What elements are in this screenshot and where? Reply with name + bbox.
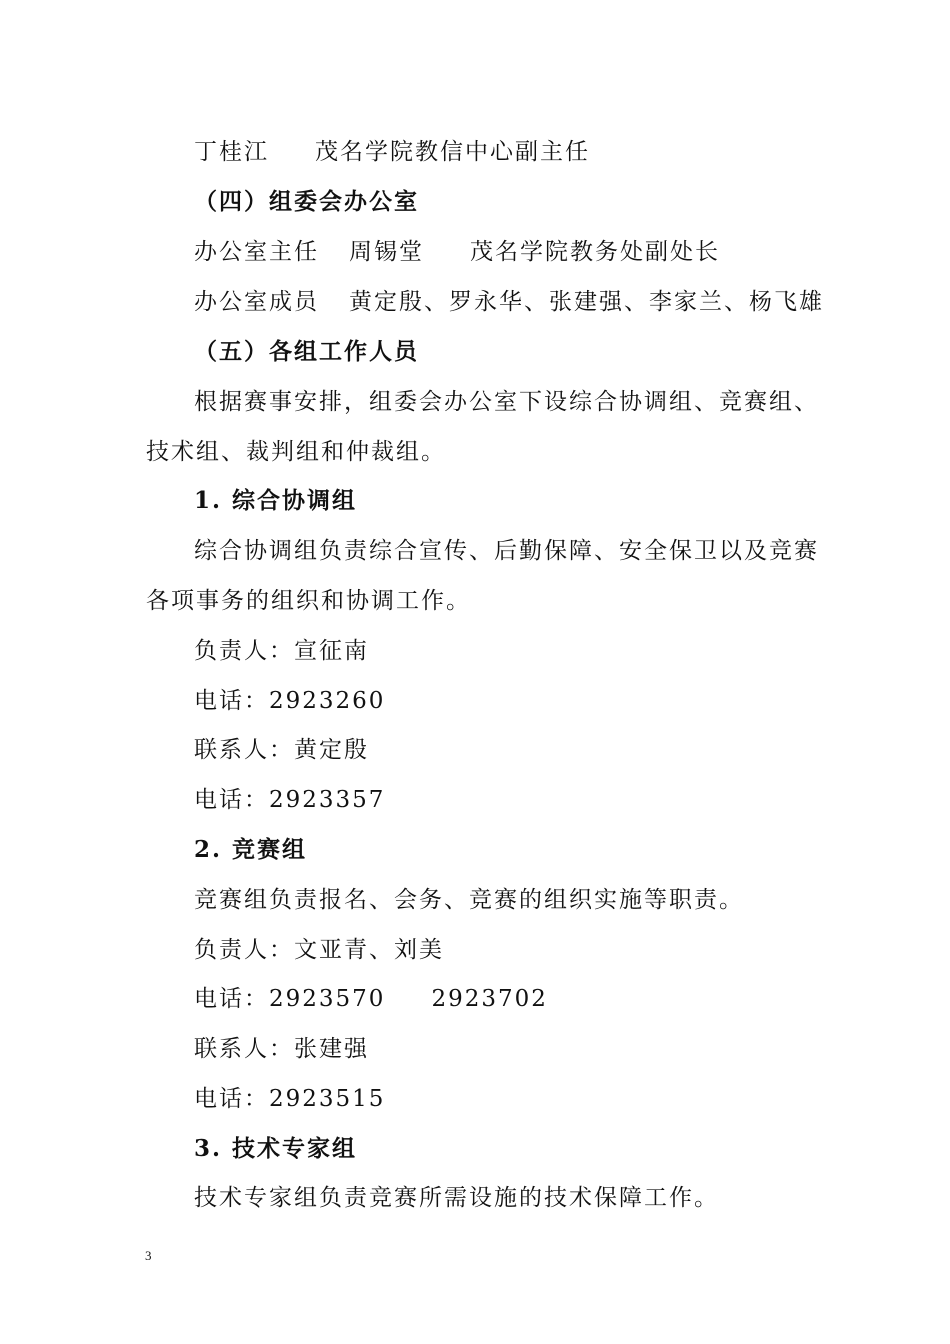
competition-phone-2: 2923702 [431, 986, 548, 1012]
office-director-line [194, 237, 826, 267]
section-heading-staff: （五）各组工作人员 [194, 338, 419, 365]
office-director-name: 周锡堂 [349, 239, 424, 265]
coordination-contact: 联系人：黄定殷 [194, 737, 369, 763]
coordination-leader-phone: 电话：2923260 [194, 688, 386, 714]
subheading-coordination-group: 1. 综合协调组 [194, 487, 358, 514]
page-number: 3 [145, 1248, 152, 1263]
paragraph-technical: 技术专家组负责竞赛所需设施的技术保障工作。 [194, 1185, 719, 1211]
competition-phone-1: 电话：2923570 [194, 986, 386, 1012]
competition-leader: 负责人：文亚青、刘美 [194, 937, 444, 963]
office-director-title: 办公室主任 [194, 239, 319, 265]
office-members-names: 黄定殷、罗永华、张建强、李家兰、杨飞雄 [349, 289, 824, 315]
member-name: 丁桂江 [194, 139, 269, 165]
subheading-technical-group: 3. 技术专家组 [194, 1135, 358, 1162]
paragraph-competition: 竞赛组负责报名、会务、竞赛的组织实施等职责。 [194, 887, 744, 913]
competition-contact-phone: 电话：2923515 [194, 1086, 386, 1112]
member-role: 茂名学院教信中心副主任 [315, 139, 590, 165]
member-line-dingguijiang [194, 137, 826, 167]
office-director-role: 茂名学院教务处副处长 [470, 239, 720, 265]
paragraph-arrangement-line2: 技术组、裁判组和仲裁组。 [146, 439, 446, 465]
paragraph-coordination-line2: 各项事务的组织和协调工作。 [146, 588, 471, 614]
competition-leader-phone [194, 984, 826, 1014]
paragraph-coordination-line1: 综合协调组负责综合宣传、后勤保障、安全保卫以及竞赛 [194, 538, 819, 564]
office-members-line [194, 287, 826, 317]
paragraph-arrangement-line1: 根据赛事安排，组委会办公室下设综合协调组、竞赛组、 [194, 389, 819, 415]
competition-contact: 联系人：张建强 [194, 1036, 369, 1062]
subheading-competition-group: 2. 竞赛组 [194, 836, 308, 863]
coordination-contact-phone: 电话：2923357 [194, 787, 386, 813]
coordination-leader: 负责人：宣征南 [194, 638, 369, 664]
section-heading-office: （四）组委会办公室 [194, 188, 419, 215]
office-members-title: 办公室成员 [194, 289, 319, 315]
